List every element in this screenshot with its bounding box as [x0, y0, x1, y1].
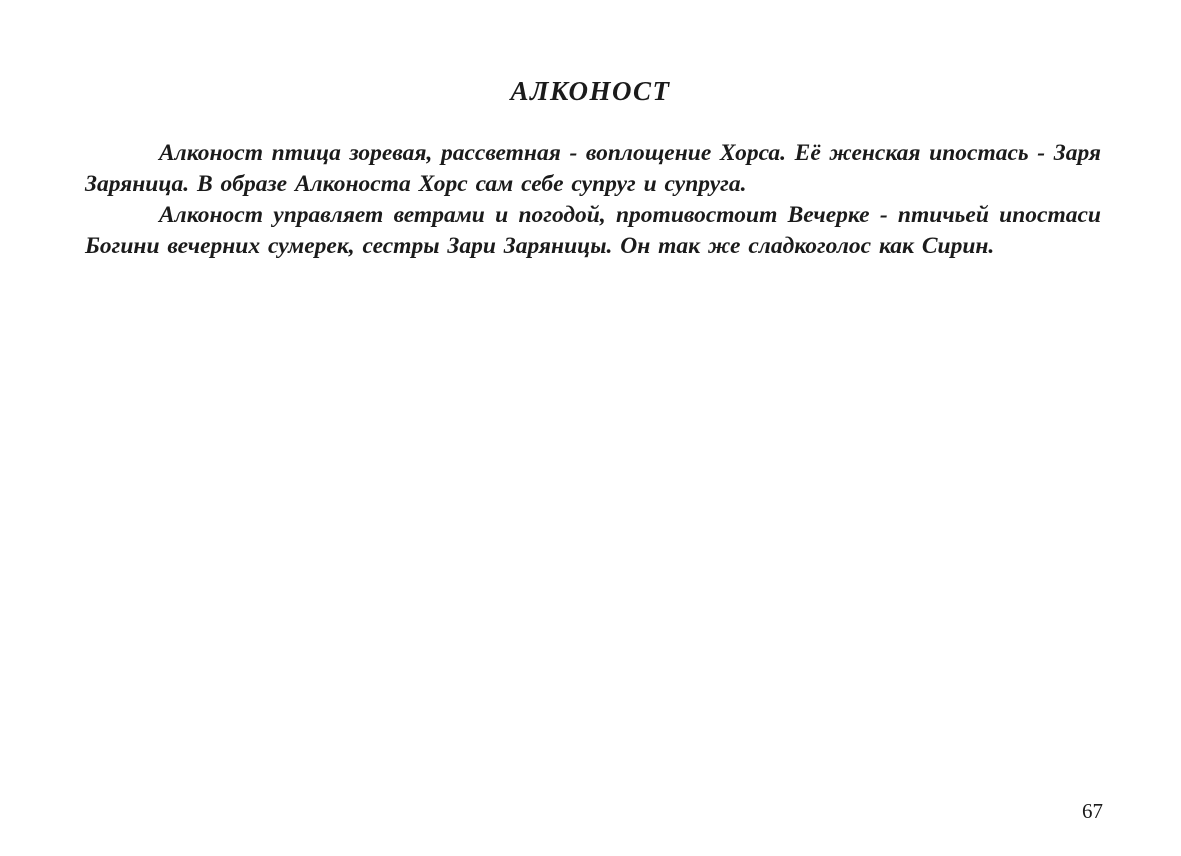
body-text — [85, 138, 1101, 262]
paragraph-2: Алконост управляет ветрами и погодой, противостоит Вечерке - птичьей ипостаси Богини вечерних сумерек, сестры Зари Заряницы. Он так же сладкоголос как Сирин. — [85, 202, 1101, 259]
page-title: АЛКОНОСТ — [510, 76, 671, 106]
paragraph-1: Алконост птица зоревая, рассветная - воплощение Хорса. Её женская ипостась - Заря Заряница. В образе Алконоста Хорс сам себе супруг и супруга. — [85, 140, 1101, 197]
page-number: 67 — [1082, 799, 1103, 823]
